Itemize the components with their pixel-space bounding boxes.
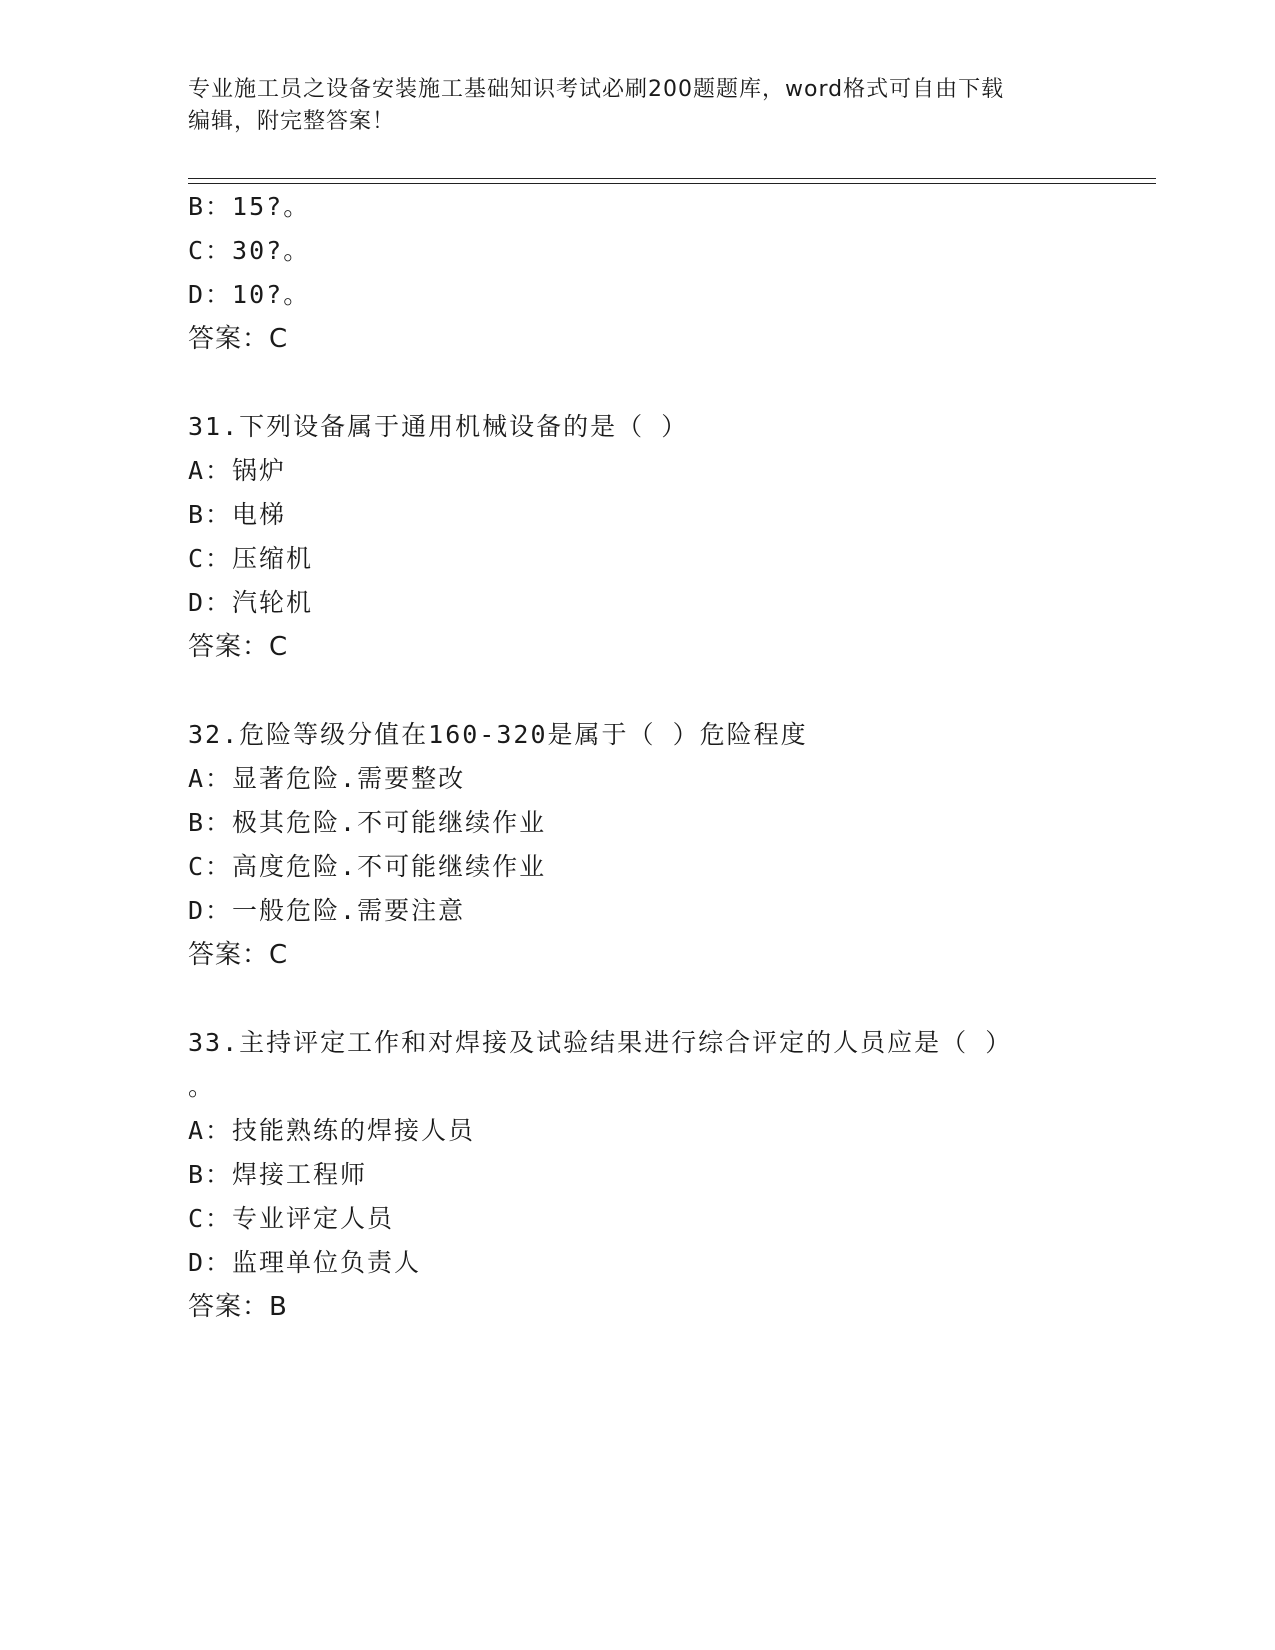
option-d: D：一般危险.需要注意 [188, 896, 466, 925]
answer-line: 答案：C [188, 324, 289, 354]
option-a: A：技能熟练的焊接人员 [188, 1116, 476, 1145]
document-header [188, 74, 1088, 138]
question-stem: 31.下列设备属于通用机械设备的是（ ） [188, 412, 689, 441]
header-title-line-2: 编辑，附完整答案！ [188, 109, 396, 134]
option-c: C：高度危险.不可能继续作业 [188, 852, 547, 881]
header-divider-bottom [188, 183, 1156, 184]
option-d: D：汽轮机 [188, 588, 314, 617]
option-a: A：锅炉 [188, 456, 287, 485]
option-b: B：焊接工程师 [188, 1160, 368, 1189]
option-d: D：监理单位负责人 [188, 1248, 422, 1277]
option-c: C：专业评定人员 [188, 1204, 395, 1233]
question-stem: 33.主持评定工作和对焊接及试验结果进行综合评定的人员应是（ ） [188, 1028, 1013, 1057]
option-c: C：压缩机 [188, 544, 314, 573]
option-d: D：10?。 [188, 280, 311, 309]
option-c: C：30?。 [188, 236, 311, 265]
answer-line: 答案：C [188, 632, 289, 662]
question-stem: 32.危险等级分值在160-320是属于（ ）危险程度 [188, 720, 808, 749]
header-divider-top [188, 178, 1156, 179]
question-stem-continuation: 。 [188, 1072, 216, 1101]
answer-line: 答案：C [188, 940, 289, 970]
option-a: A：显著危险.需要整改 [188, 764, 466, 793]
answer-line: 答案：B [188, 1292, 288, 1322]
header-title-line-1: 专业施工员之设备安装施工基础知识考试必刷200题题库，word格式可自由下载 [188, 77, 1005, 102]
option-b: B：极其危险.不可能继续作业 [188, 808, 547, 837]
option-b: B：15?。 [188, 192, 311, 221]
option-b: B：电梯 [188, 500, 287, 529]
